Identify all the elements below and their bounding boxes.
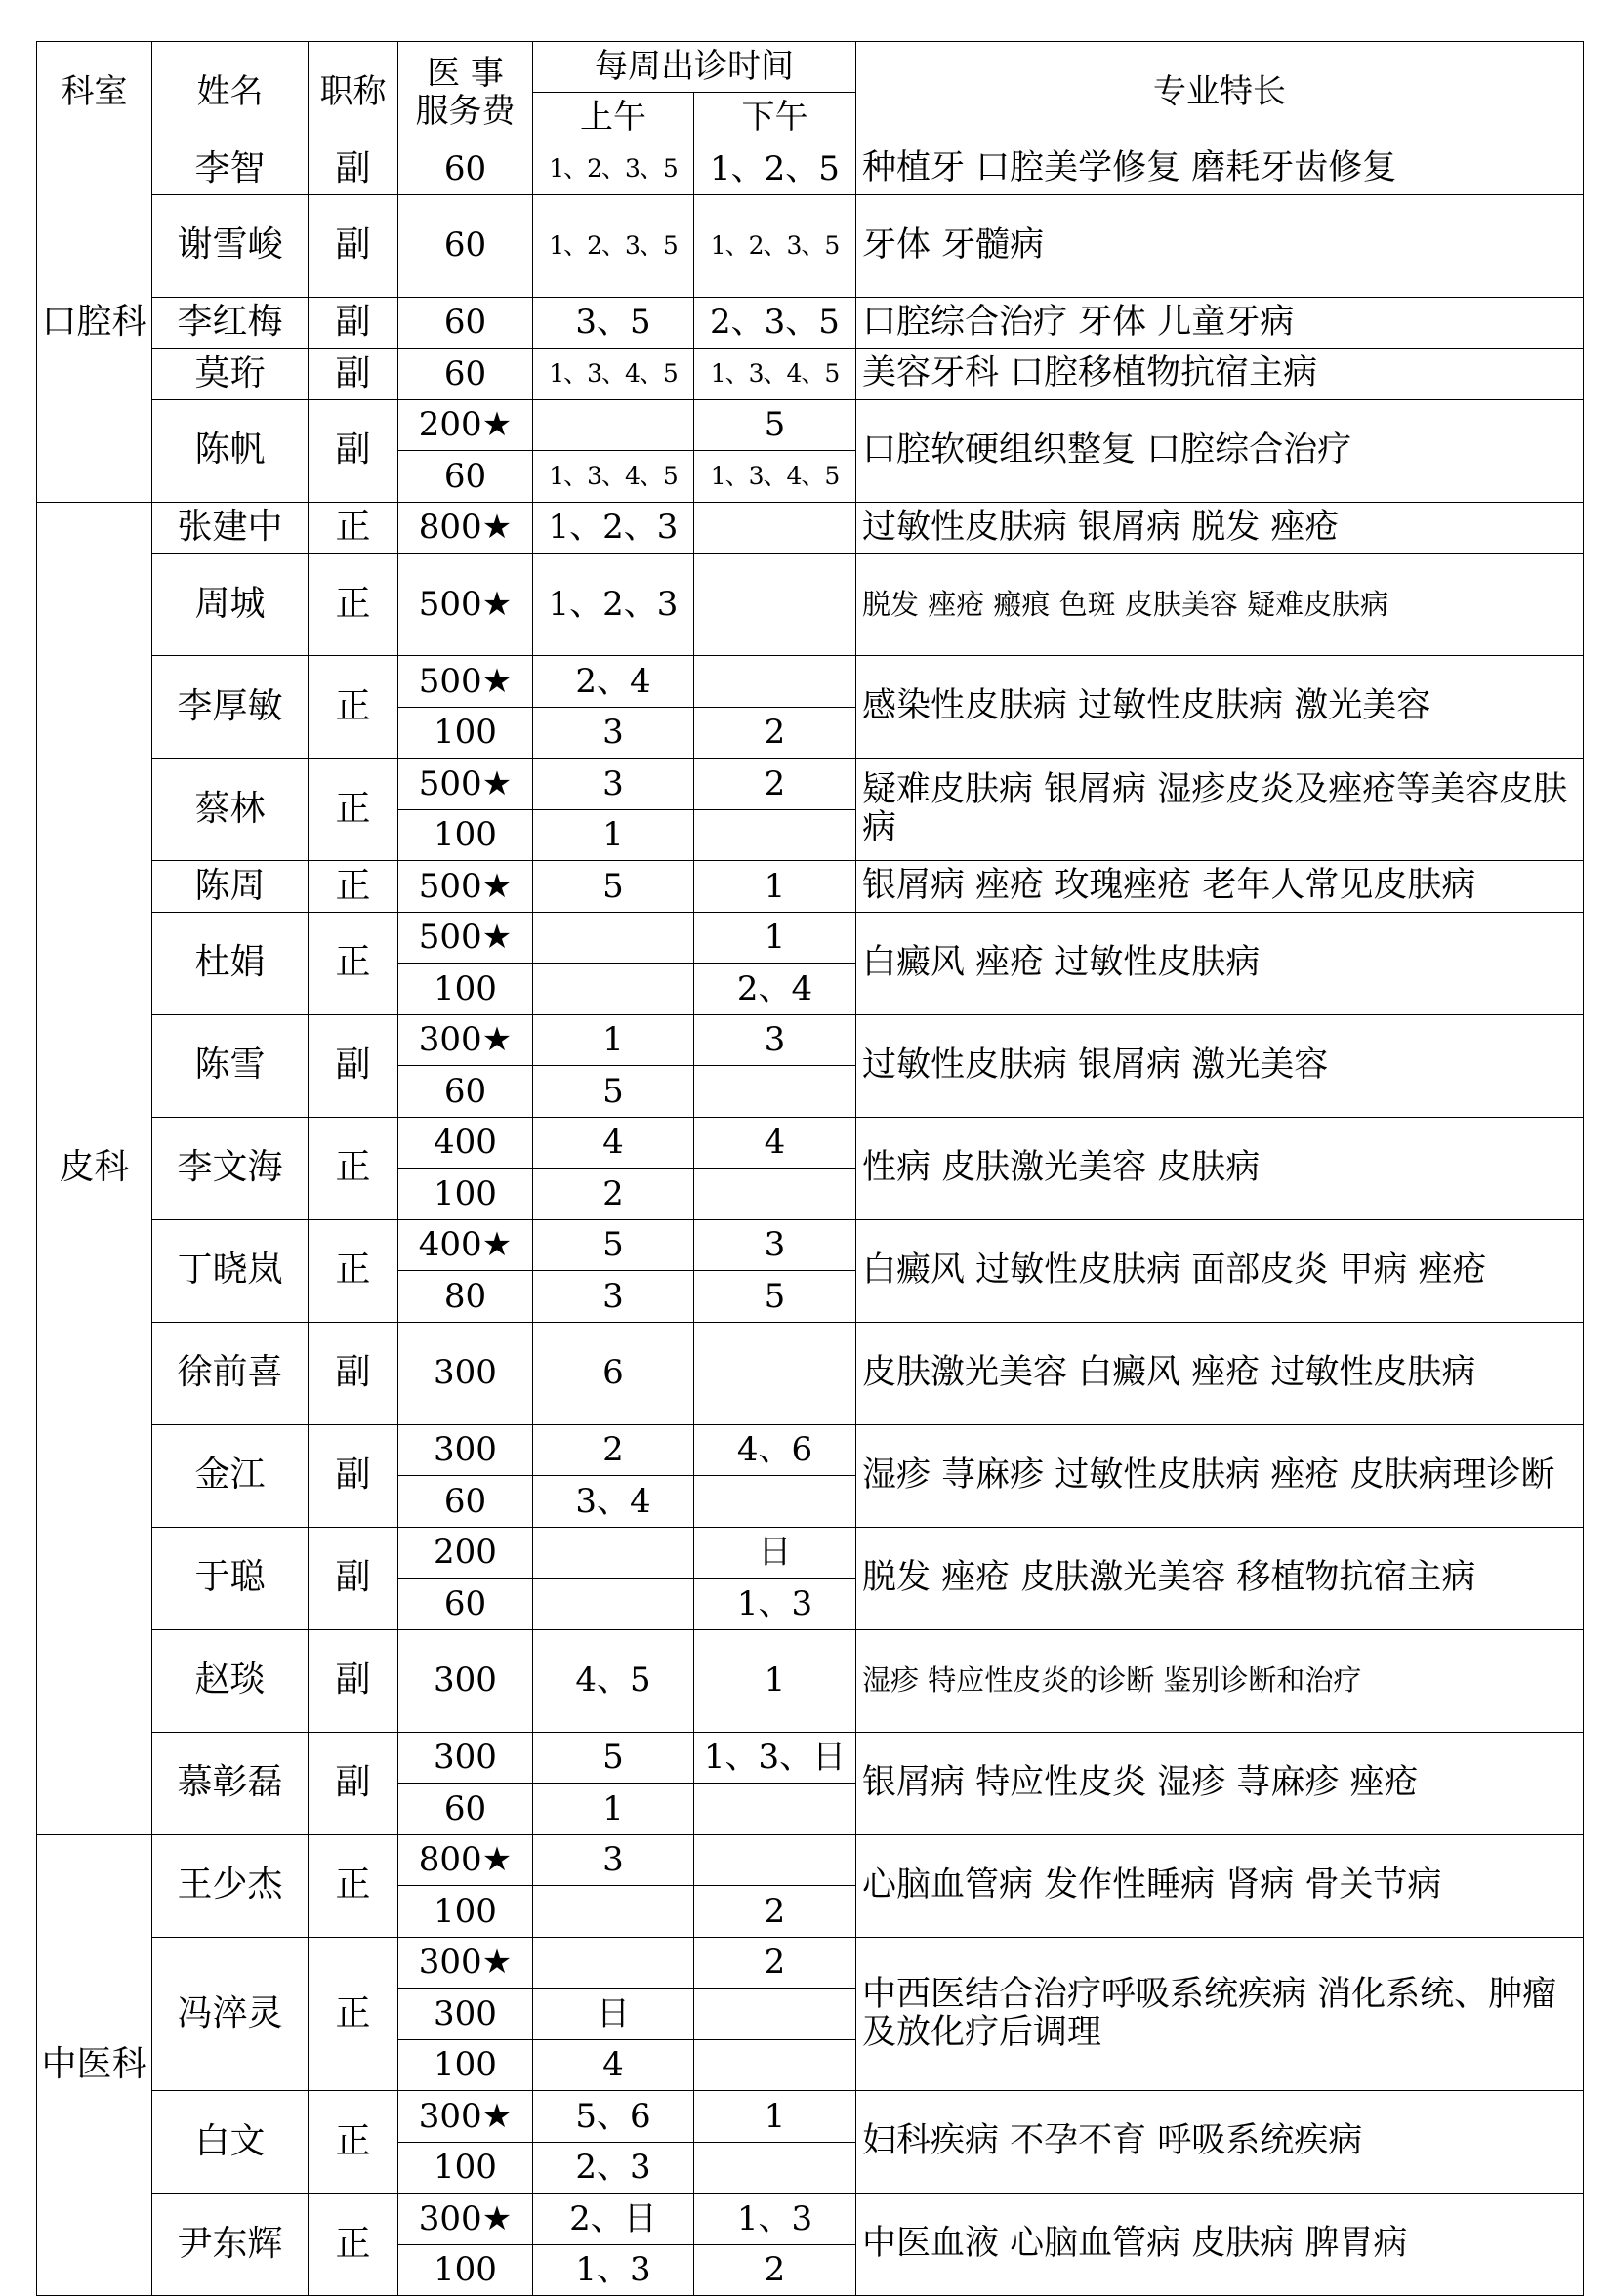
am-cell: 1、3、4、5: [533, 451, 694, 503]
pm-cell: 1、3、日: [694, 1732, 856, 1784]
pm-cell: [694, 1988, 856, 2040]
pm-cell: 2、3、5: [694, 297, 856, 348]
pm-cell: 2、4: [694, 964, 856, 1015]
pm-cell: 1: [694, 912, 856, 964]
doctor-name: 陈雪: [152, 1014, 309, 1117]
fee-cell: 200: [398, 1527, 533, 1578]
fee-cell: 300: [398, 1988, 533, 2040]
department-cell: 皮科: [37, 502, 152, 1834]
table-row: [37, 656, 1584, 708]
doctor-title: 副: [309, 1732, 398, 1834]
table-row: [37, 1527, 1584, 1578]
am-cell: 2: [533, 1168, 694, 1220]
doctor-name: 赵琰: [152, 1629, 309, 1732]
table-row: [37, 1629, 1584, 1732]
doctor-name: 冯淬灵: [152, 1937, 309, 2091]
am-cell: 1、2、3: [533, 502, 694, 554]
doctor-title: 正: [309, 1834, 398, 1937]
table-row: [37, 554, 1584, 656]
fee-cell: 300★: [398, 2091, 533, 2143]
specialty-cell: 疑难皮肤病 银屑病 湿疹皮炎及痤疮等美容皮肤病: [856, 758, 1584, 861]
table-row: [37, 1219, 1584, 1271]
pm-cell: 1、3: [694, 2194, 856, 2245]
specialty-cell: 脱发 痤疮 瘢痕 色斑 皮肤美容 疑难皮肤病: [856, 554, 1584, 656]
am-cell: 4、5: [533, 1629, 694, 1732]
doctor-name: 李红梅: [152, 297, 309, 348]
doctor-title: 正: [309, 758, 398, 861]
doctor-name: 周城: [152, 554, 309, 656]
clinic-schedule-table: [36, 41, 1584, 2296]
pm-cell: 2: [694, 1886, 856, 1938]
am-cell: 日: [533, 1988, 694, 2040]
am-cell: [533, 1578, 694, 1630]
fee-cell: 100: [398, 809, 533, 861]
am-cell: 4: [533, 2039, 694, 2091]
pm-cell: [694, 502, 856, 554]
fee-cell: 500★: [398, 554, 533, 656]
am-cell: 5: [533, 861, 694, 913]
am-cell: 1、3: [533, 2244, 694, 2296]
fee-cell: 400: [398, 1117, 533, 1168]
doctor-name: 李智: [152, 144, 309, 195]
fee-cell: 60: [398, 451, 533, 503]
fee-cell: 60: [398, 1578, 533, 1630]
header-am: 上午: [533, 93, 694, 144]
doctor-name: 白文: [152, 2091, 309, 2194]
doctor-title: 副: [309, 1014, 398, 1117]
header-row-1: [37, 42, 1584, 93]
table-row: [37, 2194, 1584, 2245]
specialty-cell: 白癜风 过敏性皮肤病 面部皮炎 甲病 痤疮: [856, 1219, 1584, 1322]
doctor-name: 陈帆: [152, 399, 309, 502]
doctor-name: 陈周: [152, 861, 309, 913]
doctor-title: 副: [309, 1322, 398, 1424]
am-cell: 1、2、3: [533, 554, 694, 656]
fee-cell: 300★: [398, 1014, 533, 1066]
fee-cell: 60: [398, 1066, 533, 1118]
doctor-name: 谢雪峻: [152, 194, 309, 297]
doctor-name: 李厚敏: [152, 656, 309, 758]
header-name: 姓名: [152, 42, 309, 144]
fee-cell: 300: [398, 1732, 533, 1784]
am-cell: 1: [533, 1784, 694, 1835]
pm-cell: 2: [694, 1937, 856, 1988]
doctor-name: 丁晓岚: [152, 1219, 309, 1322]
fee-cell: 100: [398, 2244, 533, 2296]
table-row: [37, 758, 1584, 810]
pm-cell: [694, 1168, 856, 1220]
header-specialty: 专业特长: [856, 42, 1584, 144]
fee-cell: 60: [398, 1476, 533, 1528]
am-cell: [533, 1527, 694, 1578]
am-cell: 3、5: [533, 297, 694, 348]
doctor-title: 副: [309, 1424, 398, 1527]
am-cell: 1: [533, 1014, 694, 1066]
specialty-cell: 过敏性皮肤病 银屑病 脱发 痤疮: [856, 502, 1584, 554]
table-row: [37, 1732, 1584, 1784]
pm-cell: [694, 1476, 856, 1528]
fee-cell: 300★: [398, 1937, 533, 1988]
am-cell: 1、2、3、5: [533, 194, 694, 297]
doctor-title: 副: [309, 297, 398, 348]
fee-cell: 500★: [398, 912, 533, 964]
pm-cell: 1、3、4、5: [694, 451, 856, 503]
doctor-title: 副: [309, 348, 398, 400]
schedule-body: [37, 42, 1584, 2296]
am-cell: 3: [533, 1834, 694, 1886]
fee-cell: 60: [398, 194, 533, 297]
doctor-title: 正: [309, 861, 398, 913]
am-cell: 5: [533, 1066, 694, 1118]
pm-cell: 2: [694, 758, 856, 810]
specialty-cell: 过敏性皮肤病 银屑病 激光美容: [856, 1014, 1584, 1117]
header-weekly: 每周出诊时间: [533, 42, 856, 93]
doctor-title: 正: [309, 912, 398, 1014]
table-row: [37, 1424, 1584, 1476]
doctor-title: 正: [309, 1117, 398, 1219]
table-row: [37, 502, 1584, 554]
doctor-name: 莫珩: [152, 348, 309, 400]
fee-cell: 300: [398, 1322, 533, 1424]
pm-cell: [694, 1322, 856, 1424]
specialty-cell: 银屑病 特应性皮炎 湿疹 荨麻疹 痤疮: [856, 1732, 1584, 1834]
table-row: [37, 297, 1584, 348]
pm-cell: 1、2、5: [694, 144, 856, 195]
fee-cell: 800★: [398, 1834, 533, 1886]
am-cell: [533, 399, 694, 451]
fee-cell: 300: [398, 1629, 533, 1732]
header-fee: 医 事 服务费: [398, 42, 533, 144]
am-cell: 1: [533, 809, 694, 861]
am-cell: 3: [533, 1271, 694, 1323]
doctor-name: 杜娟: [152, 912, 309, 1014]
pm-cell: 4: [694, 1117, 856, 1168]
doctor-title: 正: [309, 554, 398, 656]
department-cell: 口腔科: [37, 144, 152, 503]
fee-cell: 60: [398, 348, 533, 400]
pm-cell: 日: [694, 1527, 856, 1578]
specialty-cell: 种植牙 口腔美学修复 磨耗牙齿修复: [856, 144, 1584, 195]
pm-cell: 5: [694, 399, 856, 451]
pm-cell: [694, 2142, 856, 2194]
specialty-cell: 美容牙科 口腔移植物抗宿主病: [856, 348, 1584, 400]
fee-cell: 500★: [398, 656, 533, 708]
table-row: [37, 399, 1584, 451]
specialty-cell: 牙体 牙髓病: [856, 194, 1584, 297]
fee-cell: 100: [398, 2142, 533, 2194]
pm-cell: 1: [694, 1629, 856, 1732]
pm-cell: 1、3、4、5: [694, 348, 856, 400]
doctor-title: 副: [309, 144, 398, 195]
specialty-cell: 白癜风 痤疮 过敏性皮肤病: [856, 912, 1584, 1014]
specialty-cell: 口腔综合治疗 牙体 儿童牙病: [856, 297, 1584, 348]
am-cell: 5、6: [533, 2091, 694, 2143]
fee-cell: 300: [398, 1424, 533, 1476]
pm-cell: 3: [694, 1014, 856, 1066]
am-cell: 3: [533, 758, 694, 810]
specialty-cell: 心脑血管病 发作性睡病 肾病 骨关节病: [856, 1834, 1584, 1937]
table-row: [37, 1834, 1584, 1886]
doctor-name: 张建中: [152, 502, 309, 554]
specialty-cell: 感染性皮肤病 过敏性皮肤病 激光美容: [856, 656, 1584, 758]
doctor-title: 正: [309, 1219, 398, 1322]
pm-cell: 1: [694, 2091, 856, 2143]
pm-cell: 5: [694, 1271, 856, 1323]
fee-cell: 100: [398, 707, 533, 758]
table-row: [37, 1014, 1584, 1066]
specialty-cell: 皮肤激光美容 白癜风 痤疮 过敏性皮肤病: [856, 1322, 1584, 1424]
doctor-title: 副: [309, 194, 398, 297]
doctor-title: 正: [309, 656, 398, 758]
am-cell: 6: [533, 1322, 694, 1424]
specialty-cell: 湿疹 荨麻疹 过敏性皮肤病 痤疮 皮肤病理诊断: [856, 1424, 1584, 1527]
fee-cell: 500★: [398, 758, 533, 810]
doctor-name: 李文海: [152, 1117, 309, 1219]
am-cell: 1、3、4、5: [533, 348, 694, 400]
table-row: [37, 1117, 1584, 1168]
am-cell: [533, 964, 694, 1015]
doctor-title: 正: [309, 2194, 398, 2296]
specialty-cell: 中西医结合治疗呼吸系统疾病 消化系统、肿瘤及放化疗后调理: [856, 1937, 1584, 2091]
am-cell: 2: [533, 1424, 694, 1476]
am-cell: 2、3: [533, 2142, 694, 2194]
fee-cell: 300★: [398, 2194, 533, 2245]
doctor-name: 徐前喜: [152, 1322, 309, 1424]
header-title: 职称: [309, 42, 398, 144]
fee-cell: 60: [398, 1784, 533, 1835]
table-row: [37, 861, 1584, 913]
doctor-name: 尹东辉: [152, 2194, 309, 2296]
table-row: [37, 912, 1584, 964]
table-row: [37, 348, 1584, 400]
pm-cell: 4、6: [694, 1424, 856, 1476]
am-cell: [533, 1937, 694, 1988]
specialty-cell: 妇科疾病 不孕不育 呼吸系统疾病: [856, 2091, 1584, 2194]
table-row: [37, 2091, 1584, 2143]
header-pm: 下午: [694, 93, 856, 144]
am-cell: [533, 1886, 694, 1938]
doctor-name: 慕彰磊: [152, 1732, 309, 1834]
header-dept: 科室: [37, 42, 152, 144]
pm-cell: 2: [694, 707, 856, 758]
pm-cell: [694, 2039, 856, 2091]
table-row: [37, 144, 1584, 195]
am-cell: 2、日: [533, 2194, 694, 2245]
table-row: [37, 1937, 1584, 1988]
pm-cell: [694, 554, 856, 656]
am-cell: 2、4: [533, 656, 694, 708]
specialty-cell: 口腔软硬组织整复 口腔综合治疗: [856, 399, 1584, 502]
table-row: [37, 1322, 1584, 1424]
doctor-name: 于聪: [152, 1527, 309, 1629]
fee-cell: 400★: [398, 1219, 533, 1271]
doctor-title: 副: [309, 1629, 398, 1732]
fee-cell: 60: [398, 297, 533, 348]
fee-cell: 100: [398, 2039, 533, 2091]
pm-cell: [694, 1066, 856, 1118]
fee-cell: 800★: [398, 502, 533, 554]
doctor-title: 正: [309, 2091, 398, 2194]
fee-cell: 60: [398, 144, 533, 195]
am-cell: 5: [533, 1219, 694, 1271]
specialty-cell: 脱发 痤疮 皮肤激光美容 移植物抗宿主病: [856, 1527, 1584, 1629]
specialty-cell: 湿疹 特应性皮炎的诊断 鉴别诊断和治疗: [856, 1629, 1584, 1732]
pm-cell: [694, 1784, 856, 1835]
fee-cell: 100: [398, 1168, 533, 1220]
fee-cell: 80: [398, 1271, 533, 1323]
doctor-title: 副: [309, 399, 398, 502]
doctor-name: 蔡林: [152, 758, 309, 861]
specialty-cell: 银屑病 痤疮 玫瑰痤疮 老年人常见皮肤病: [856, 861, 1584, 913]
doctor-name: 金江: [152, 1424, 309, 1527]
am-cell: [533, 912, 694, 964]
am-cell: 5: [533, 1732, 694, 1784]
fee-cell: 100: [398, 964, 533, 1015]
pm-cell: 1: [694, 861, 856, 913]
department-cell: 中医科: [37, 1834, 152, 2296]
fee-cell: 500★: [398, 861, 533, 913]
fee-cell: 100: [398, 1886, 533, 1938]
doctor-title: 正: [309, 502, 398, 554]
pm-cell: [694, 656, 856, 708]
fee-cell: 200★: [398, 399, 533, 451]
pm-cell: 1、2、3、5: [694, 194, 856, 297]
pm-cell: [694, 1834, 856, 1886]
pm-cell: 3: [694, 1219, 856, 1271]
pm-cell: 2: [694, 2244, 856, 2296]
specialty-cell: 性病 皮肤激光美容 皮肤病: [856, 1117, 1584, 1219]
am-cell: 1、2、3、5: [533, 144, 694, 195]
pm-cell: 1、3: [694, 1578, 856, 1630]
doctor-name: 王少杰: [152, 1834, 309, 1937]
am-cell: 3、4: [533, 1476, 694, 1528]
am-cell: 4: [533, 1117, 694, 1168]
table-row: [37, 194, 1584, 297]
pm-cell: [694, 809, 856, 861]
am-cell: 3: [533, 707, 694, 758]
specialty-cell: 中医血液 心脑血管病 皮肤病 脾胃病: [856, 2194, 1584, 2296]
doctor-title: 副: [309, 1527, 398, 1629]
doctor-title: 正: [309, 1937, 398, 2091]
